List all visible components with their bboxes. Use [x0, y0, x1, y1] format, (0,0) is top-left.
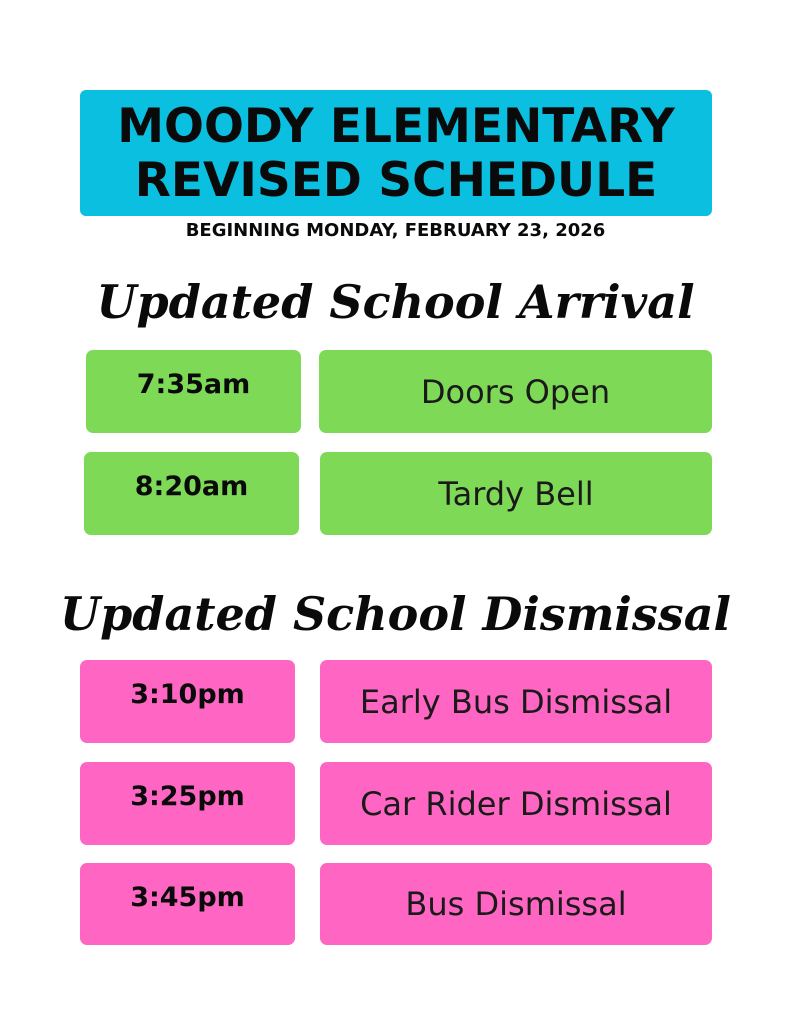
dismissal-event-box [320, 863, 712, 945]
arrival-event-box [320, 452, 712, 535]
arrival-time: 7:35am [136, 369, 251, 400]
dismissal-event: Early Bus Dismissal [359, 682, 673, 721]
title-line-1: MOODY ELEMENTARY [117, 99, 675, 154]
dismissal-event: Car Rider Dismissal [360, 784, 672, 823]
dismissal-heading: Updated School Dismissal [60, 587, 731, 641]
dismissal-event: Bus Dismissal [405, 885, 627, 923]
arrival-time-box [86, 350, 301, 433]
dismissal-event-box [320, 660, 712, 743]
title-line-2: REVISED SCHEDULE [134, 153, 658, 208]
arrival-event: Tardy Bell [438, 474, 594, 513]
dismissal-event-box [320, 762, 712, 845]
arrival-heading: Updated School Arrival [96, 275, 695, 329]
arrival-time: 8:20am [134, 471, 249, 502]
arrival-event-box [319, 350, 712, 433]
arrival-event: Doors Open [420, 372, 611, 411]
dismissal-time-box [80, 863, 295, 945]
dismissal-time-box [80, 660, 295, 743]
dismissal-time: 3:45pm [130, 881, 245, 913]
title-banner [80, 90, 712, 216]
dismissal-time: 3:10pm [130, 679, 245, 710]
arrival-time-box [84, 452, 299, 535]
schedule-start-date: BEGINNING MONDAY, FEBRUARY 23, 2026 [185, 220, 606, 241]
dismissal-time-box [80, 762, 295, 845]
dismissal-time: 3:25pm [130, 781, 245, 812]
